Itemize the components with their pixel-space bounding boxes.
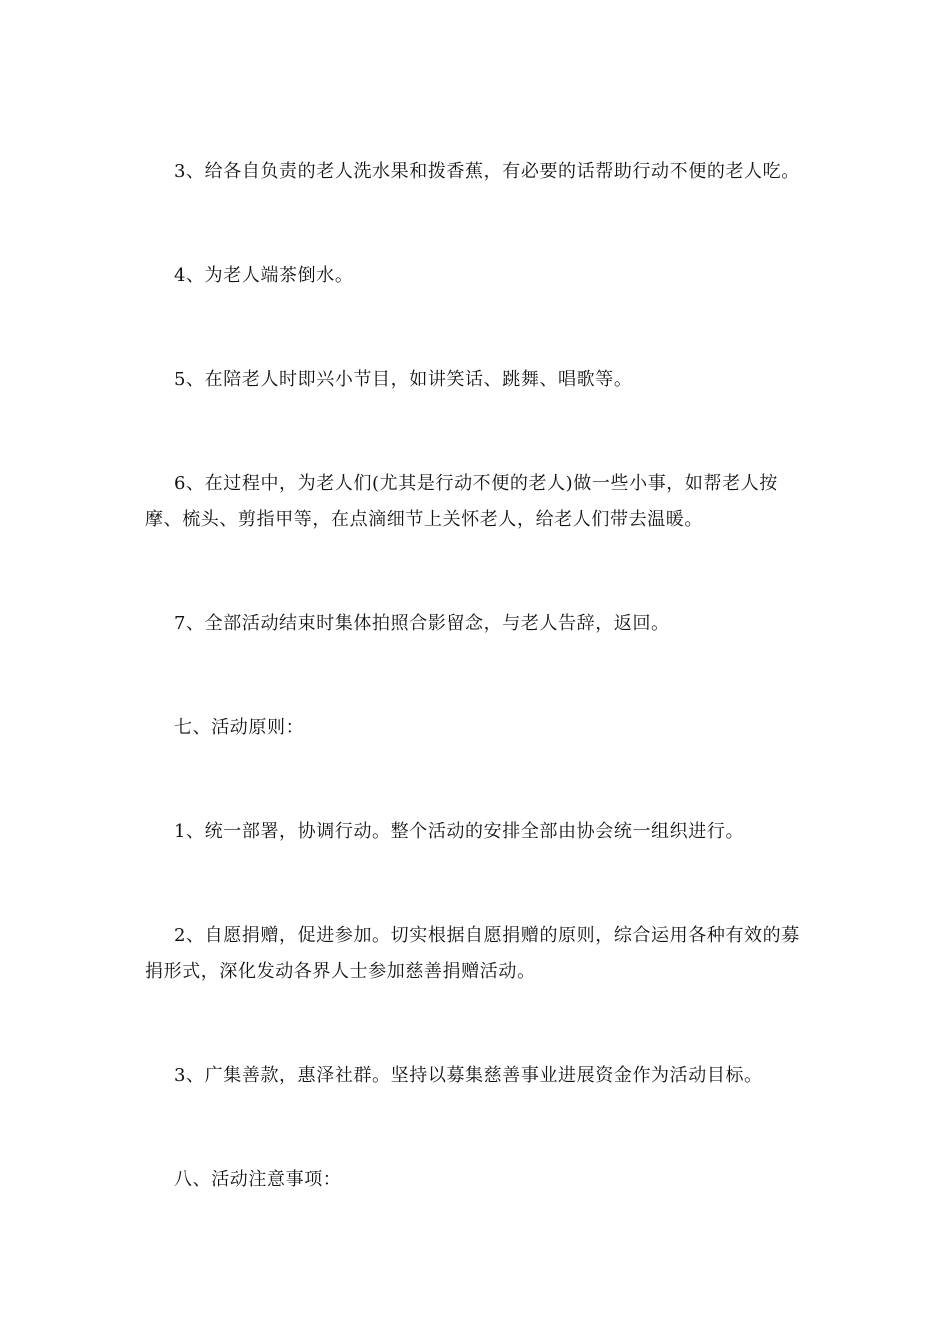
paragraph-item-5: 5、在陪老人时即兴小节目，如讲笑话、跳舞、唱歌等。	[174, 369, 633, 390]
paragraph-item-7: 7、全部活动结束时集体拍照合影留念，与老人告辞，返回。	[174, 613, 670, 634]
principle-item-3: 3、广集善款，惠泽社群。坚持以募集慈善事业进展资金作为活动目标。	[174, 1065, 763, 1086]
paragraph-item-6: 6、在过程中，为老人们(尤其是行动不便的老人)做一些小事，如帮老人按摩、梳头、剪指甲等，在点滴细节上关怀老人，给老人们带去温暖。	[145, 473, 778, 530]
principle-item-1: 1、统一部署，协调行动。整个活动的安排全部由协会统一组织进行。	[174, 821, 745, 842]
paragraph-item-4: 4、为老人端茶倒水。	[174, 265, 354, 286]
section-heading-notes: 八、活动注意事项：	[174, 1169, 342, 1190]
paragraph-item-3: 3、给各自负责的老人洗水果和拨香蕉，有必要的话帮助行动不便的老人吃。	[174, 161, 800, 182]
section-heading-principles: 七、活动原则：	[174, 717, 305, 738]
principle-item-2: 2、自愿捐赠，促进参加。切实根据自愿捐赠的原则，综合运用各种有效的募捐形式，深化发动各界人士参加慈善捐赠活动。	[145, 925, 800, 982]
